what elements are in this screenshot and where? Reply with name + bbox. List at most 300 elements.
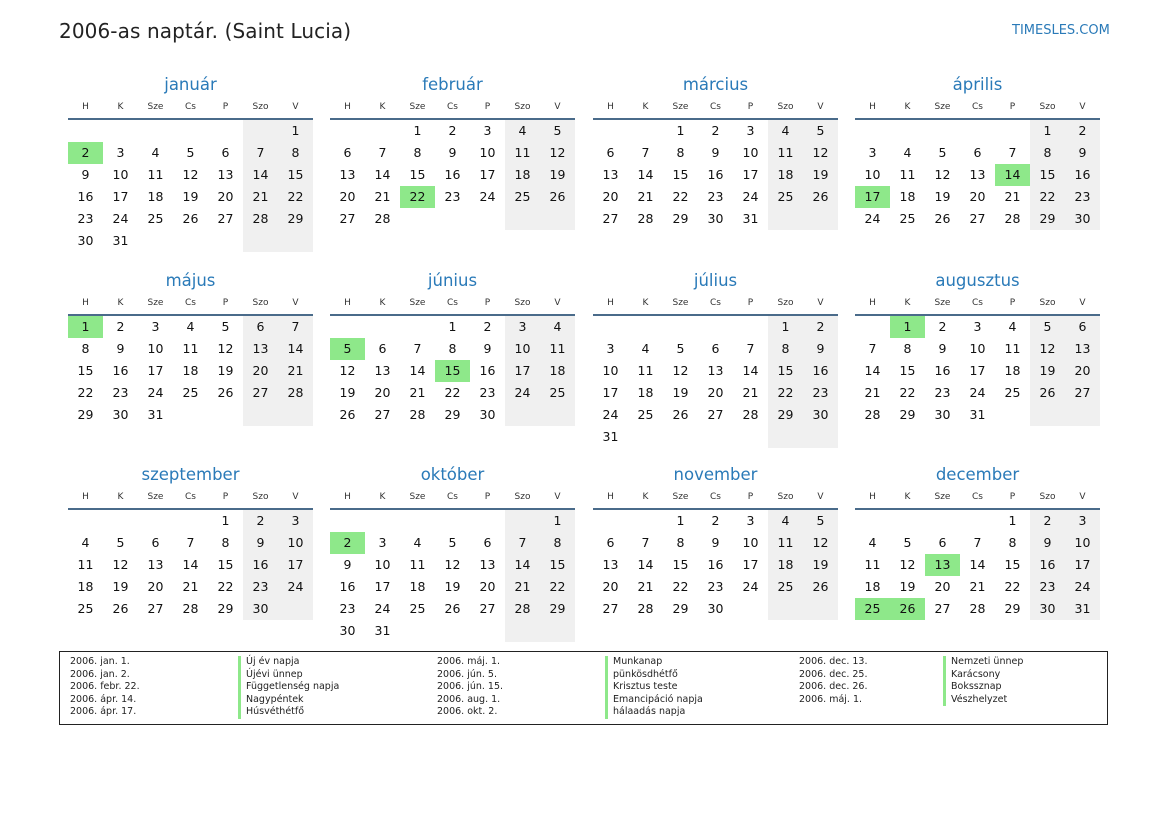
- empty-cell: [593, 510, 628, 532]
- day-cell: 7: [641, 535, 650, 550]
- day-cell: 31: [742, 211, 759, 226]
- empty-cell: [243, 120, 278, 142]
- day-cell: 30: [1030, 598, 1065, 620]
- weekday-label: K: [117, 102, 124, 112]
- day-cell: 25: [768, 576, 803, 598]
- weekday-label: Szo: [1039, 102, 1056, 112]
- day-cell: 18: [864, 579, 881, 594]
- weekday-label: P: [747, 298, 754, 308]
- day-cell: 2: [483, 319, 492, 334]
- day-cell: 26: [672, 407, 689, 422]
- day-cell: 8: [448, 341, 457, 356]
- day-cell: 6: [606, 145, 615, 160]
- day-grid: [68, 120, 313, 252]
- day-cell: 8: [221, 535, 230, 550]
- day-cell: 25: [1004, 385, 1021, 400]
- day-cell: 29: [672, 601, 689, 616]
- day-cell: 13: [1065, 338, 1100, 360]
- day-cell: 27: [243, 382, 278, 404]
- legend-date: 2006. aug. 1.: [437, 693, 501, 705]
- day-cell: 6: [606, 535, 615, 550]
- empty-cell: [628, 510, 663, 532]
- day-cell: 1: [278, 120, 313, 142]
- day-cell: 5: [1030, 316, 1065, 338]
- month-name: május: [165, 271, 216, 290]
- day-cell: 27: [934, 601, 951, 616]
- day-cell: 13: [374, 363, 391, 378]
- weekday-label: Sze: [409, 298, 426, 308]
- empty-cell: [663, 426, 698, 448]
- weekday-label: Cs: [185, 298, 196, 308]
- day-cell: 11: [768, 532, 803, 554]
- legend-holiday-name: Függetlenség napja: [238, 681, 339, 694]
- day-cell: 7: [1008, 145, 1017, 160]
- empty-cell: [733, 598, 768, 620]
- day-cell: 20: [217, 189, 234, 204]
- day-cell: 31: [147, 407, 164, 422]
- empty-cell: [400, 208, 435, 230]
- day-cell: 13: [925, 554, 960, 576]
- legend-holiday-name: Húsvéthétfő: [238, 706, 304, 719]
- day-cell: 15: [1004, 557, 1021, 572]
- day-cell: 12: [672, 363, 689, 378]
- day-cell: 15: [278, 164, 313, 186]
- day-cell: 6: [711, 341, 720, 356]
- day-cell: 17: [278, 554, 313, 576]
- weekday-label: Szo: [252, 492, 269, 502]
- month-name: szeptember: [141, 465, 240, 484]
- day-cell: 21: [864, 385, 881, 400]
- day-cell: 18: [899, 189, 916, 204]
- empty-cell: [435, 620, 470, 642]
- day-cell: 7: [641, 145, 650, 160]
- day-cell: 20: [147, 579, 164, 594]
- weekday-label: H: [82, 492, 89, 502]
- day-cell: 14: [243, 164, 278, 186]
- empty-cell: [995, 120, 1030, 142]
- day-cell: 17: [742, 557, 759, 572]
- month-8: [855, 270, 1100, 426]
- day-cell: 7: [378, 145, 387, 160]
- day-cell: 9: [938, 341, 947, 356]
- day-cell: 30: [803, 404, 838, 426]
- day-cell: 26: [444, 601, 461, 616]
- empty-cell: [628, 120, 663, 142]
- day-cell: 21: [969, 579, 986, 594]
- weekday-label: K: [379, 492, 386, 502]
- day-cell: 22: [672, 579, 689, 594]
- legend-date: 2006. jan. 1.: [70, 656, 130, 667]
- day-cell: 13: [217, 167, 234, 182]
- day-cell: 20: [602, 189, 619, 204]
- day-cell: 12: [803, 532, 838, 554]
- day-cell: 13: [707, 363, 724, 378]
- weekday-header: [855, 96, 1100, 120]
- weekday-label: K: [117, 492, 124, 502]
- day-cell: 14: [637, 167, 654, 182]
- day-cell: 26: [112, 601, 129, 616]
- day-cell: 2: [711, 513, 720, 528]
- day-cell: 28: [1004, 211, 1021, 226]
- day-cell: 4: [768, 120, 803, 142]
- empty-cell: [540, 404, 575, 426]
- empty-cell: [855, 316, 890, 338]
- day-cell: 3: [116, 145, 125, 160]
- day-cell: 2: [1065, 120, 1100, 142]
- day-cell: 28: [278, 382, 313, 404]
- weekday-label: H: [869, 102, 876, 112]
- weekday-label: P: [747, 102, 754, 112]
- empty-cell: [960, 120, 995, 142]
- weekday-label: P: [484, 492, 491, 502]
- weekday-label: H: [869, 298, 876, 308]
- day-cell: 28: [742, 407, 759, 422]
- day-cell: 24: [864, 211, 881, 226]
- legend-holiday-name: Bokssznap: [943, 681, 1002, 694]
- day-cell: 8: [903, 341, 912, 356]
- empty-cell: [243, 404, 278, 426]
- day-cell: 10: [147, 341, 164, 356]
- day-cell: 27: [602, 601, 619, 616]
- day-cell: 22: [1030, 186, 1065, 208]
- empty-cell: [68, 120, 103, 142]
- day-cell: 19: [672, 385, 689, 400]
- day-cell: 24: [969, 385, 986, 400]
- month-name: január: [164, 75, 217, 94]
- day-cell: 24: [112, 211, 129, 226]
- weekday-header: [330, 292, 575, 316]
- day-cell: 14: [969, 557, 986, 572]
- day-cell: 3: [746, 123, 755, 138]
- month-name: február: [422, 75, 483, 94]
- day-cell: 7: [278, 316, 313, 338]
- day-cell: 10: [969, 341, 986, 356]
- day-cell: 22: [768, 382, 803, 404]
- empty-cell: [1030, 404, 1065, 426]
- weekday-label: Szo: [1039, 492, 1056, 502]
- day-cell: 15: [77, 363, 94, 378]
- day-cell: 21: [409, 385, 426, 400]
- weekday-label: P: [1009, 298, 1016, 308]
- day-cell: 6: [151, 535, 160, 550]
- day-cell: 18: [505, 164, 540, 186]
- empty-cell: [435, 208, 470, 230]
- day-cell: 29: [768, 404, 803, 426]
- day-cell: 16: [243, 554, 278, 576]
- weekday-label: V: [292, 298, 299, 308]
- weekday-label: Sze: [147, 102, 164, 112]
- day-cell: 8: [81, 341, 90, 356]
- legend-date: 2006. jún. 15.: [437, 681, 504, 692]
- day-cell: 13: [602, 557, 619, 572]
- day-cell: 14: [278, 338, 313, 360]
- day-cell: 12: [803, 142, 838, 164]
- day-cell: 19: [339, 385, 356, 400]
- month-name: november: [673, 465, 758, 484]
- day-cell: 22: [672, 189, 689, 204]
- day-cell: 13: [479, 557, 496, 572]
- weekday-label: Cs: [447, 492, 458, 502]
- day-cell: 25: [409, 601, 426, 616]
- day-cell: 22: [278, 186, 313, 208]
- day-cell: 16: [77, 189, 94, 204]
- day-cell: 6: [973, 145, 982, 160]
- day-cell: 20: [374, 385, 391, 400]
- weekday-label: K: [379, 298, 386, 308]
- weekday-label: K: [642, 298, 649, 308]
- day-cell: 29: [899, 407, 916, 422]
- month-10: [330, 464, 575, 642]
- day-cell: 30: [243, 598, 278, 620]
- day-cell: 29: [217, 601, 234, 616]
- weekday-label: V: [817, 298, 824, 308]
- day-cell: 10: [112, 167, 129, 182]
- day-cell: 26: [890, 598, 925, 620]
- day-cell: 6: [378, 341, 387, 356]
- legend-date: 2006. jún. 5.: [437, 668, 498, 680]
- day-cell: 15: [1030, 164, 1065, 186]
- weekday-label: K: [642, 492, 649, 502]
- day-cell: 9: [81, 167, 90, 182]
- day-cell: 2: [1030, 510, 1065, 532]
- day-cell: 25: [637, 407, 654, 422]
- day-cell: 18: [540, 360, 575, 382]
- day-cell: 6: [938, 535, 947, 550]
- day-cell: 26: [803, 576, 838, 598]
- day-cell: 26: [339, 407, 356, 422]
- day-cell: 24: [479, 189, 496, 204]
- day-cell: 1: [676, 513, 685, 528]
- day-cell: 16: [707, 557, 724, 572]
- day-cell: 2: [448, 123, 457, 138]
- day-cell: 8: [768, 338, 803, 360]
- empty-cell: [628, 316, 663, 338]
- day-cell: 14: [505, 554, 540, 576]
- day-cell: 9: [243, 532, 278, 554]
- day-cell: 11: [147, 167, 164, 182]
- weekday-label: Cs: [185, 492, 196, 502]
- day-cell: 25: [505, 186, 540, 208]
- day-cell: 10: [864, 167, 881, 182]
- day-cell: 23: [112, 385, 129, 400]
- weekday-label: Sze: [409, 492, 426, 502]
- day-cell: 13: [969, 167, 986, 182]
- day-cell: 17: [855, 186, 890, 208]
- day-cell: 25: [540, 382, 575, 404]
- day-cell: 12: [934, 167, 951, 182]
- day-cell: 8: [278, 142, 313, 164]
- day-cell: 18: [637, 385, 654, 400]
- empty-cell: [698, 426, 733, 448]
- day-cell: 13: [339, 167, 356, 182]
- day-cell: 5: [186, 145, 195, 160]
- day-cell: 9: [803, 338, 838, 360]
- month-name: augusztus: [935, 271, 1020, 290]
- weekday-label: H: [607, 492, 614, 502]
- weekday-label: Szo: [514, 102, 531, 112]
- day-cell: 1: [413, 123, 422, 138]
- day-cell: 29: [672, 211, 689, 226]
- day-cell: 7: [243, 142, 278, 164]
- day-cell: 14: [374, 167, 391, 182]
- empty-cell: [173, 120, 208, 142]
- empty-cell: [208, 404, 243, 426]
- weekday-label: K: [642, 102, 649, 112]
- day-cell: 17: [112, 189, 129, 204]
- day-cell: 18: [409, 579, 426, 594]
- holiday-legend: [59, 651, 1108, 725]
- day-cell: 21: [182, 579, 199, 594]
- month-4: [855, 74, 1100, 230]
- day-cell: 12: [217, 341, 234, 356]
- day-cell: 22: [540, 576, 575, 598]
- weekday-label: P: [484, 102, 491, 112]
- day-cell: 4: [768, 510, 803, 532]
- day-cell: 4: [868, 535, 877, 550]
- empty-cell: [278, 404, 313, 426]
- day-cell: 9: [448, 145, 457, 160]
- day-cell: 17: [969, 363, 986, 378]
- day-cell: 20: [707, 385, 724, 400]
- weekday-label: Cs: [972, 102, 983, 112]
- day-cell: 29: [1030, 208, 1065, 230]
- empty-cell: [890, 510, 925, 532]
- day-cell: 26: [803, 186, 838, 208]
- empty-cell: [768, 208, 803, 230]
- day-cell: 29: [1004, 601, 1021, 616]
- day-cell: 1: [890, 316, 925, 338]
- empty-cell: [803, 426, 838, 448]
- day-cell: 11: [182, 341, 199, 356]
- day-cell: 4: [81, 535, 90, 550]
- day-cell: 27: [147, 601, 164, 616]
- day-cell: 24: [1065, 576, 1100, 598]
- day-grid: [68, 316, 313, 426]
- day-cell: 1: [1030, 120, 1065, 142]
- weekday-label: K: [904, 298, 911, 308]
- empty-cell: [278, 598, 313, 620]
- day-cell: 20: [1065, 360, 1100, 382]
- day-grid: [330, 316, 575, 426]
- day-cell: 12: [1030, 338, 1065, 360]
- legend-holiday-name: Vészhelyzet: [943, 694, 1007, 707]
- day-cell: 23: [803, 382, 838, 404]
- day-cell: 4: [1008, 319, 1017, 334]
- day-cell: 15: [672, 167, 689, 182]
- day-cell: 30: [707, 601, 724, 616]
- day-cell: 10: [479, 145, 496, 160]
- day-cell: 15: [672, 557, 689, 572]
- day-cell: 4: [413, 535, 422, 550]
- empty-cell: [505, 620, 540, 642]
- day-cell: 17: [374, 579, 391, 594]
- day-cell: 16: [934, 363, 951, 378]
- day-cell: 20: [339, 189, 356, 204]
- day-cell: 24: [505, 382, 540, 404]
- day-cell: 6: [483, 535, 492, 550]
- day-cell: 11: [864, 557, 881, 572]
- empty-cell: [138, 230, 173, 252]
- day-cell: 23: [77, 211, 94, 226]
- day-cell: 1: [68, 316, 103, 338]
- legend-date: 2006. jan. 2.: [70, 668, 130, 680]
- weekday-header: [68, 486, 313, 510]
- weekday-label: Sze: [934, 492, 951, 502]
- day-cell: 27: [339, 211, 356, 226]
- day-cell: 5: [803, 510, 838, 532]
- site-link[interactable]: TIMESLES.COM: [1012, 23, 1110, 38]
- weekday-header: [68, 96, 313, 120]
- day-cell: 23: [444, 189, 461, 204]
- day-cell: 26: [182, 211, 199, 226]
- day-cell: 6: [343, 145, 352, 160]
- day-cell: 2: [330, 532, 365, 554]
- weekday-label: Sze: [672, 298, 689, 308]
- legend-date: 2006. dec. 13.: [799, 656, 868, 667]
- day-cell: 25: [77, 601, 94, 616]
- weekday-label: Sze: [934, 102, 951, 112]
- day-cell: 10: [1065, 532, 1100, 554]
- day-cell: 25: [899, 211, 916, 226]
- day-cell: 22: [899, 385, 916, 400]
- day-cell: 22: [217, 579, 234, 594]
- day-cell: 1: [768, 316, 803, 338]
- day-cell: 16: [479, 363, 496, 378]
- empty-cell: [540, 208, 575, 230]
- month-name: december: [935, 465, 1020, 484]
- legend-holiday-name: Nemzeti ünnep: [943, 656, 1023, 669]
- day-cell: 24: [602, 407, 619, 422]
- day-cell: 8: [540, 532, 575, 554]
- day-cell: 17: [1065, 554, 1100, 576]
- day-cell: 8: [413, 145, 422, 160]
- weekday-label: Szo: [777, 492, 794, 502]
- day-cell: 28: [637, 211, 654, 226]
- day-cell: 8: [676, 535, 685, 550]
- day-cell: 28: [243, 208, 278, 230]
- empty-cell: [365, 510, 400, 532]
- day-cell: 20: [969, 189, 986, 204]
- day-cell: 7: [413, 341, 422, 356]
- weekday-label: P: [222, 492, 229, 502]
- weekday-label: V: [554, 102, 561, 112]
- weekday-label: Szo: [514, 492, 531, 502]
- day-cell: 22: [444, 385, 461, 400]
- day-cell: 2: [243, 510, 278, 532]
- page-title: 2006-as naptár. (Saint Lucia): [59, 19, 352, 43]
- day-cell: 12: [182, 167, 199, 182]
- legend-date: 2006. ápr. 14.: [70, 693, 137, 705]
- day-cell: 9: [483, 341, 492, 356]
- legend-holiday-name: Új év napja: [238, 656, 299, 669]
- empty-cell: [890, 120, 925, 142]
- empty-cell: [208, 230, 243, 252]
- day-cell: 5: [938, 145, 947, 160]
- day-cell: 12: [112, 557, 129, 572]
- day-cell: 21: [637, 189, 654, 204]
- day-cell: 6: [1065, 316, 1100, 338]
- day-cell: 20: [934, 579, 951, 594]
- day-grid: [855, 510, 1100, 620]
- empty-cell: [505, 510, 540, 532]
- legend-holiday-name: Karácsony: [943, 669, 1000, 682]
- legend-date: 2006. febr. 22.: [70, 681, 140, 692]
- day-cell: 2: [711, 123, 720, 138]
- weekday-label: H: [344, 298, 351, 308]
- empty-cell: [103, 120, 138, 142]
- legend-holiday-name: Újévi ünnep: [238, 669, 303, 682]
- weekday-header: [330, 96, 575, 120]
